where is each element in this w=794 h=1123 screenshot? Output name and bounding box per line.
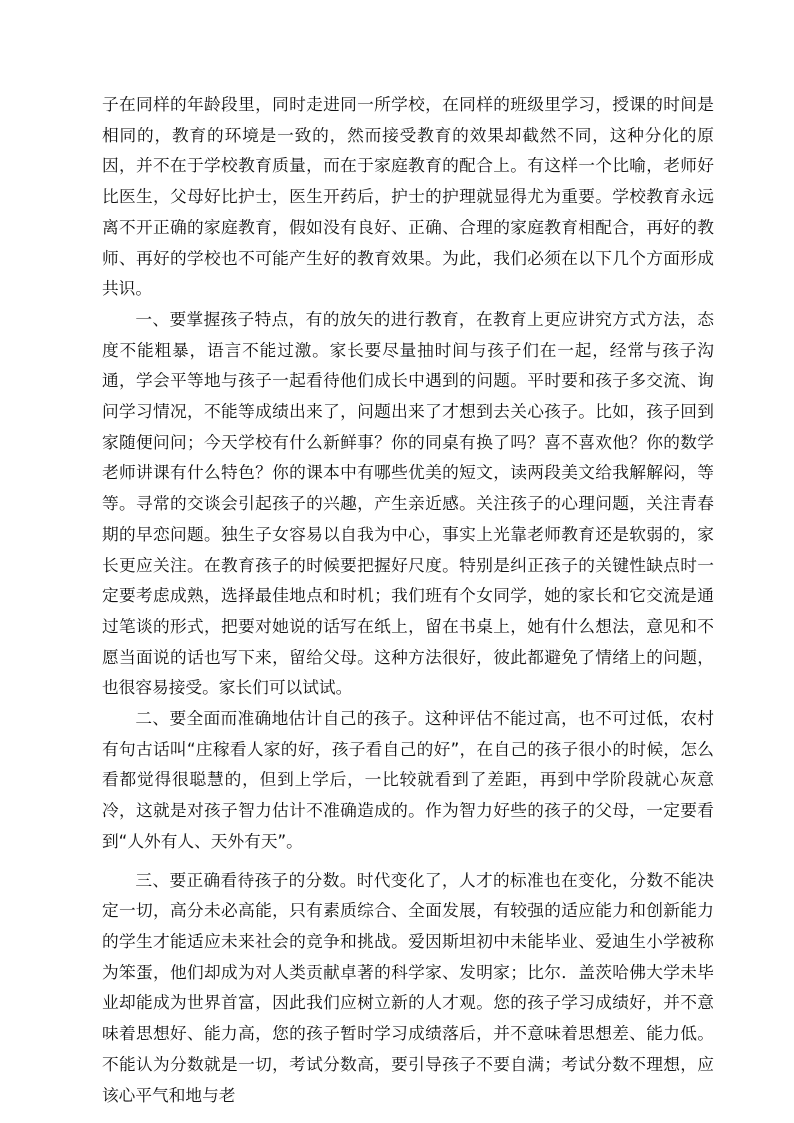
document-body: [102, 89, 714, 1110]
paragraph-point-three: 三、要正确看待孩子的分数。时代变化了，人才的标准也在变化，分数不能决定一切，高分未必高能，只有素质综合、全面发展，有较强的适应能力和创新能力的学生才能适应未来社会的竞争和挑战。爱因斯坦初中未能毕业、爱迪生小学被称为笨蛋，他们却成为对人类贡献卓著的科学家、发明家；比尔．盖茨哈佛大学未毕业却能成为世界首富，因此我们应树立新的人才观。您的孩子学习成绩好，并不意味着思想好、能力高，您的孩子暂时学习成绩落后，并不意味着思想差、能力低。不能认为分数就是一切，考试分数高，要引导孩子不要自满；考试分数不理想，应该心平气和地与老: [102, 869, 714, 1105]
paragraph-point-one: 一、要掌握孩子特点，有的放矢的进行教育，在教育上更应讲究方式方法，态度不能粗暴，语言不能过激。家长要尽量抽时间与孩子们在一起，经常与孩子沟通，学会平等地与孩子一起看待他们成长中遇到的问题。平时要和孩子多交流、询问学习情况，不能等成绩出来了，问题出来了才想到去关心孩子。比如，孩子回到家随便问问；今天学校有什么新鲜事？你的同桌有换了吗？喜不喜欢他？你的数学老师讲课有什么特色？你的课本中有哪些优美的短文，读两段美文给我解解闷，等等。寻常的交谈会引起孩子的兴趣，产生亲近感。关注孩子的心理问题，关注青春期的早恋问题。独生子女容易以自我为中心，事实上光靠老师教育还是软弱的，家长更应关注。在教育孩子的时候要把握好尺度。特别是纠正孩子的关键性缺点时一定要考虑成熟，选择最佳地点和时机；我们班有个女同学，她的家长和它交流是通过笔谈的形式，把要对她说的话写在纸上，留在书桌上，她有什么想法，意见和不愿当面说的话也写下来，留给父母。这种方法很好，彼此都避免了情绪上的问题，也很容易接受。家长们可以试试。: [102, 308, 714, 698]
paragraph-point-two: 二、要全面而准确地估计自己的孩子。这种评估不能过高，也不可过低，农村有句古话叫“庄稼看人家的好，孩子看自己的好”，在自己的孩子很小的时候，怎么看都觉得很聪慧的，但到上学后，一比较就看到了差距，再到中学阶段就心灰意冷，这就是对孩子智力估计不准确造成的。作为智力好些的孩子的父母，一定要看到“人外有人、天外有天”。: [102, 708, 714, 851]
paragraph-intro: 子在同样的年龄段里，同时走进同一所学校，在同样的班级里学习，授课的时间是相同的，教育的环境是一致的，然而接受教育的效果却截然不同，这种分化的原因，并不在于学校教育质量，而在于家庭教育的配合上。有这样一个比喻，老师好比医生，父母好比护士，医生开药后，护士的护理就显得尤为重要。学校教育永远离不开正确的家庭教育，假如没有良好、正确、合理的家庭教育相配合，再好的教师、再好的学校也不可能产生好的教育效果。为此，我们必须在以下几个方面形成共识。: [102, 94, 714, 299]
